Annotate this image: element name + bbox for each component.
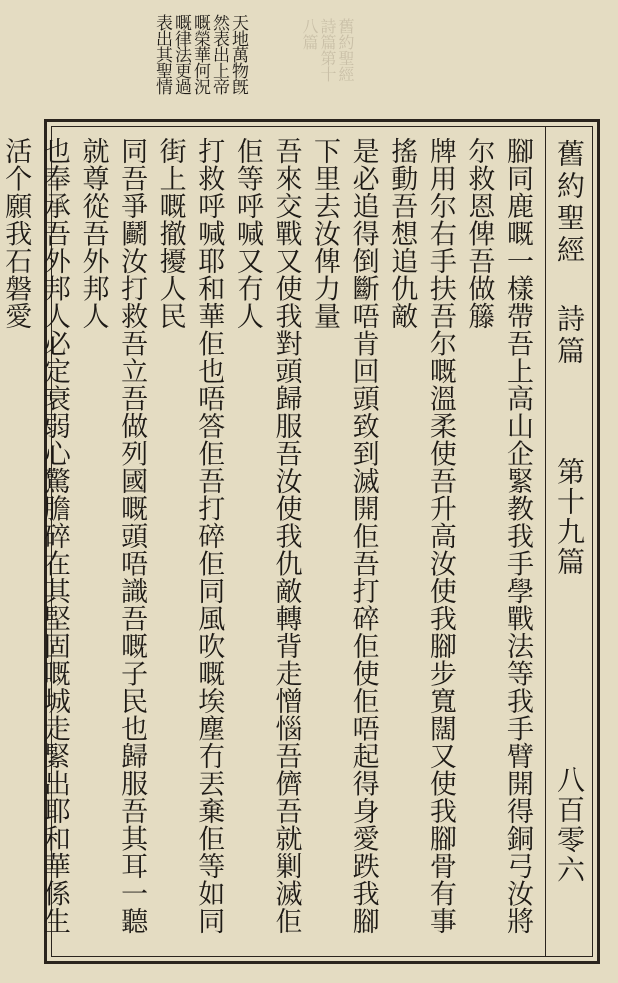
text-column: 牌用尔右手扶吾尔嘅溫柔使吾升高汝使我腳步寬闊又使我腳骨有事搖動吾想追仇敵 bbox=[386, 137, 456, 935]
text-column: 也奉承吾外邦人必定衰弱心驚膽碎在其堅固嘅城走緊出耶和華係生活个願我石磐愛 bbox=[0, 137, 70, 935]
margin-note-line: 天地萬物旣 bbox=[228, 14, 248, 94]
inner-border bbox=[0, 126, 593, 957]
margin-note-line: 嘅律法更過 bbox=[171, 14, 191, 94]
ghost-line: 八篇 bbox=[300, 18, 319, 50]
text-column: 同吾爭鬬汝打救吾立吾做列國嘅頭唔識吾嘅子民也歸服吾其耳一聽就尊從吾外邦人 bbox=[77, 137, 148, 935]
scripture-body bbox=[0, 137, 536, 957]
text-column: 是必追得倒斷唔肯回頭致到滅開佢吾打碎佢使佢唔起得身愛跌我腳下里去汝俾力量 bbox=[309, 137, 379, 935]
text-column: 打救呼喊耶和華佢也唔答佢吾打碎佢同風吹嘅埃塵冇丟棄佢等如同街上嘅撤擾人民 bbox=[154, 137, 225, 935]
chapter-heading: 第十九篇 bbox=[553, 457, 586, 577]
page-number: 八百零六 bbox=[553, 765, 586, 885]
ghost-line: 詩篇第十 bbox=[318, 18, 337, 82]
margin-note-line: 然表出上帝 bbox=[209, 14, 229, 94]
text-frame bbox=[0, 119, 600, 964]
margin-note-line: 表出其聖情 bbox=[152, 14, 172, 94]
margin-note-line: 嘅榮華何況 bbox=[190, 14, 210, 94]
text-column: 腳同鹿嘅一樣帶吾上高山企緊教我手學戰法等我手臂開得銅弓汝將尔救恩俾吾做籐 bbox=[463, 137, 533, 935]
text-column: 吾來交戰又使我對頭歸服吾汝使我仇敵轉背走憎惱吾儕吾就剿滅佢佢等呼喊又冇人 bbox=[231, 137, 302, 935]
running-header bbox=[545, 127, 592, 956]
ghost-line: 舊約聖經 bbox=[336, 18, 355, 82]
book-title: 舊約聖經 詩篇 bbox=[553, 139, 586, 368]
bleed-through-text bbox=[300, 18, 354, 113]
margin-annotation bbox=[152, 14, 247, 126]
